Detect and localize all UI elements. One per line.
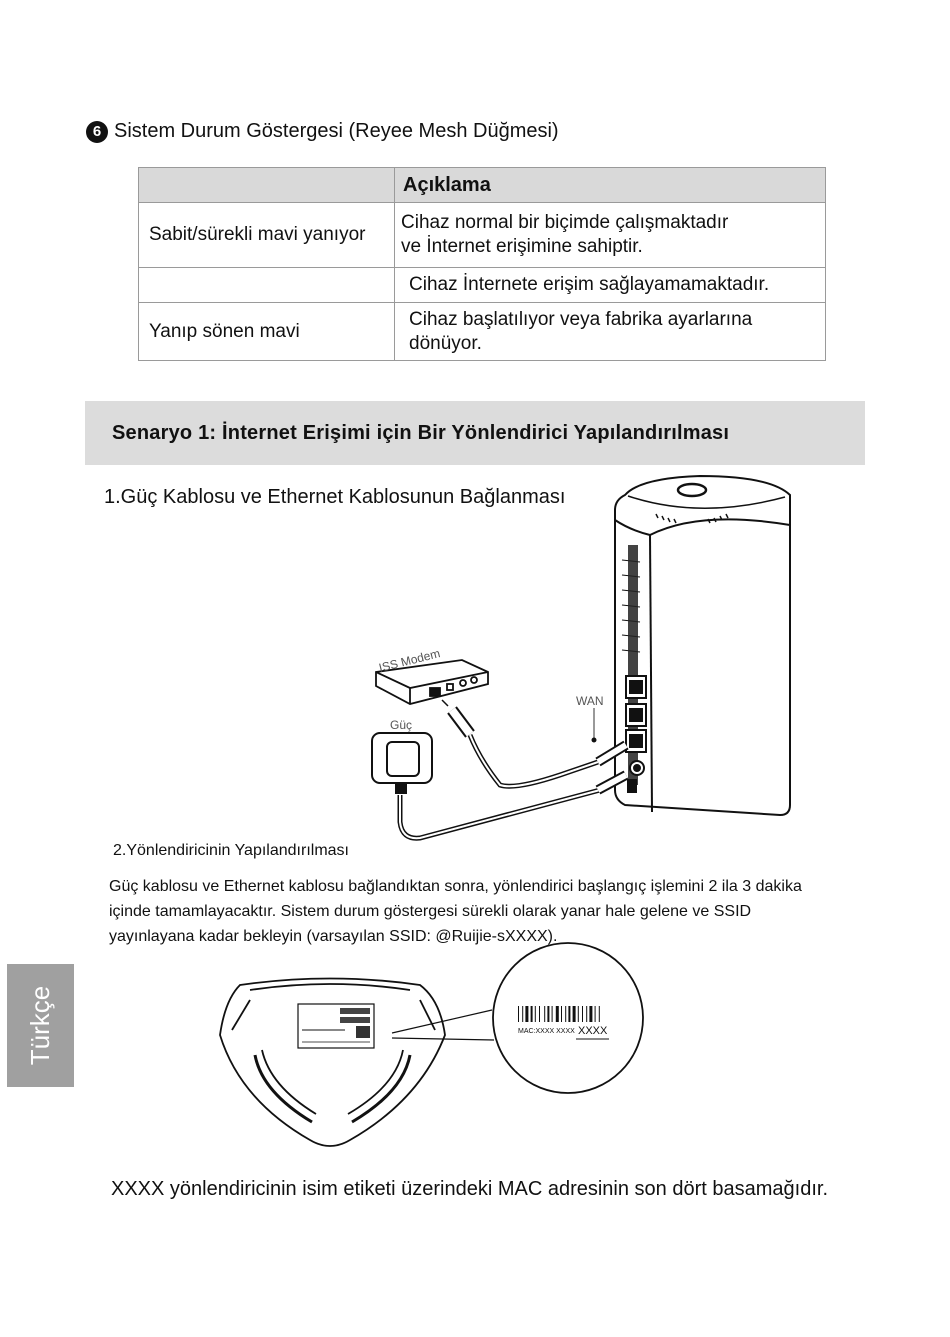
table-cell-status: Sabit/sürekli mavi yanıyor [139, 203, 395, 268]
description-line: Cihaz normal bir biçimde çalışmaktadır [401, 212, 729, 233]
scenario-title: Senaryo 1: İnternet Erişimi için Bir Yönlendirici Yapılandırılması [112, 421, 730, 444]
wan-label: WAN [576, 694, 604, 708]
instruction-paragraph: Güç kablosu ve Ethernet kablosu bağlandıktan sonra, yönlendirici başlangıç işlemini 2 ila 3 dakika içinde tamamlayacaktır. Sistem durum göstergesi sürekli olarak yanar hale gelene ve SSID yayınlayana kadar bekleyin (varsayılan SSID: @Ruijie-sXXXX). [109, 878, 802, 945]
router-bottom-illustration [220, 979, 445, 1147]
description-line: Cihaz İnternete erişim sağlayamamaktadır. [409, 274, 770, 295]
mac-prefix: MAC:XXXX XXXX [518, 1028, 575, 1035]
description-line: dönüyor. [409, 332, 482, 354]
mac-suffix: XXXX [578, 1025, 608, 1037]
description-line: ve İnternet erişimine sahiptir. [401, 236, 643, 257]
zoom-circle [493, 943, 643, 1093]
table-cell-status: Yanıp sönen mavi [139, 303, 395, 361]
step1-title: 1.Güç Kablosu ve Ethernet Kablosunun Bağlanması [104, 486, 566, 508]
language-label: Türkçe [25, 985, 55, 1066]
step2-title: 2.Yönlendiricinin Yapılandırılması [113, 842, 349, 859]
section-number-badge: 6 [86, 121, 108, 143]
footer-note: XXXX yönlendiricinin isim etiketi üzerindeki MAC adresinin son dört basamağıdır. [111, 1178, 829, 1200]
language-side-tab [7, 964, 74, 1087]
zoom-pointer-line [392, 1010, 492, 1033]
power-label: Güç [390, 718, 413, 732]
table-header-description: Açıklama [395, 168, 826, 203]
modem-label: ISS Modem [377, 646, 442, 675]
section-title: Sistem Durum Göstergesi (Reyee Mesh Düğmesi) [114, 120, 559, 142]
description-line: Cihaz başlatılıyor veya fabrika ayarlarına [409, 308, 753, 330]
